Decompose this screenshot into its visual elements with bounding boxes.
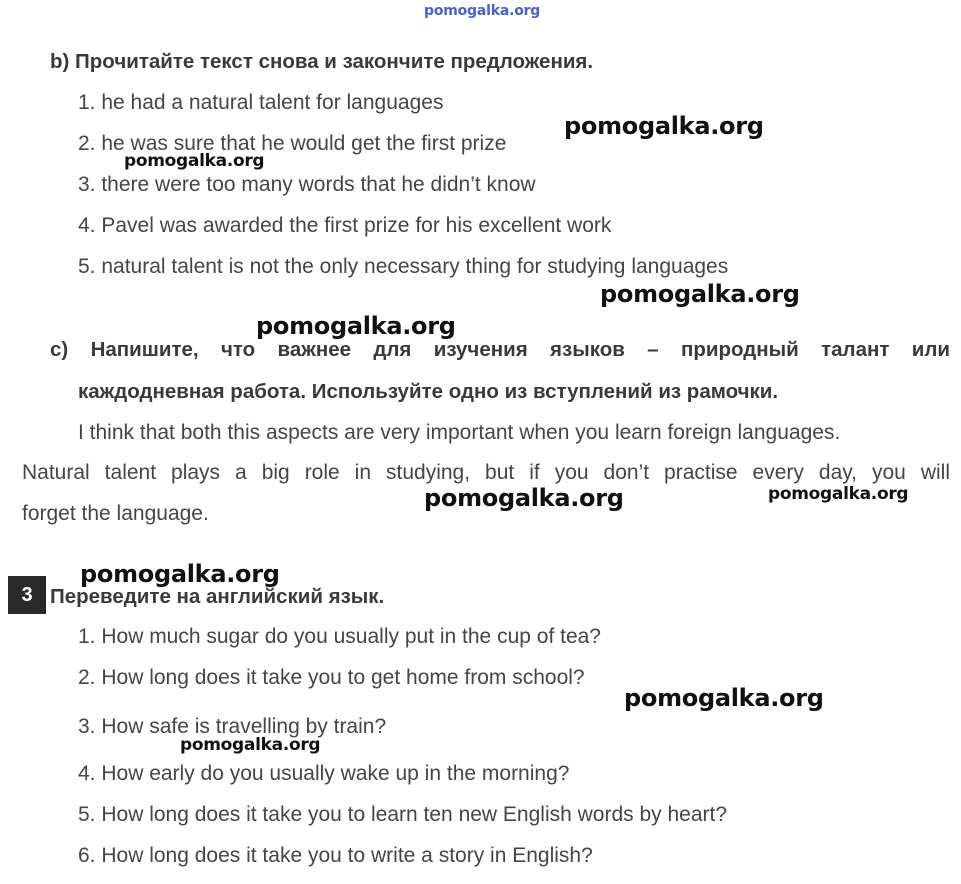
exercise-3-item-1: 1. How much sugar do you usually put in the cup of tea? [78, 625, 601, 648]
section-b-heading: b) Прочитайте текст снова и закончите предложения. [50, 50, 594, 73]
watermark: pomogalka.org [80, 560, 280, 588]
exercise-3-item-3: 3. How safe is travelling by train? [78, 715, 387, 738]
watermark: pomogalka.org [424, 484, 624, 512]
exercise-3-item-5: 5. How long does it take you to learn ten new English words by heart? [78, 803, 728, 826]
section-b-item-2: 2. he was sure that he would get the first prize [78, 132, 507, 155]
section-c-paragraph-line-3: forget the language. [22, 502, 209, 525]
section-b-item-1: 1. he had a natural talent for languages [78, 91, 444, 114]
exercise-3-item-4: 4. How early do you usually wake up in the morning? [78, 762, 570, 785]
section-b-item-4: 4. Pavel was awarded the first prize for his excellent work [78, 214, 612, 237]
watermark: pomogalka.org [256, 312, 456, 340]
section-c-paragraph-line-1: I think that both this aspects are very important when you learn foreign languages. [78, 421, 841, 444]
section-c-paragraph-line-2: Natural talent plays a big role in studying, but if you don’t practise every day, you will [22, 461, 950, 484]
exercise-3-heading: Переведите на английский язык. [50, 585, 385, 608]
exercise-number-badge: 3 [8, 576, 46, 614]
watermark: pomogalka.org [564, 112, 764, 140]
watermark: pomogalka.org [624, 684, 824, 712]
watermark: pomogalka.org [600, 280, 800, 308]
section-c-heading-line-2: каждодневная работа. Используйте одно из вступлений из рамочки. [78, 380, 779, 403]
watermark: pomogalka.org [180, 735, 321, 755]
exercise-3-item-6: 6. How long does it take you to write a story in English? [78, 844, 593, 867]
section-b-item-3: 3. there were too many words that he didn’t know [78, 173, 536, 196]
watermark-top: pomogalka.org [424, 3, 541, 19]
section-c-heading-line-1: c) Напишите, что важнее для изучения языков – природный талант или [50, 338, 950, 361]
section-b-item-5: 5. natural talent is not the only necessary thing for studying languages [78, 255, 729, 278]
exercise-3-item-2: 2. How long does it take you to get home from school? [78, 666, 585, 689]
watermark: pomogalka.org [124, 151, 265, 171]
watermark: pomogalka.org [768, 484, 909, 504]
